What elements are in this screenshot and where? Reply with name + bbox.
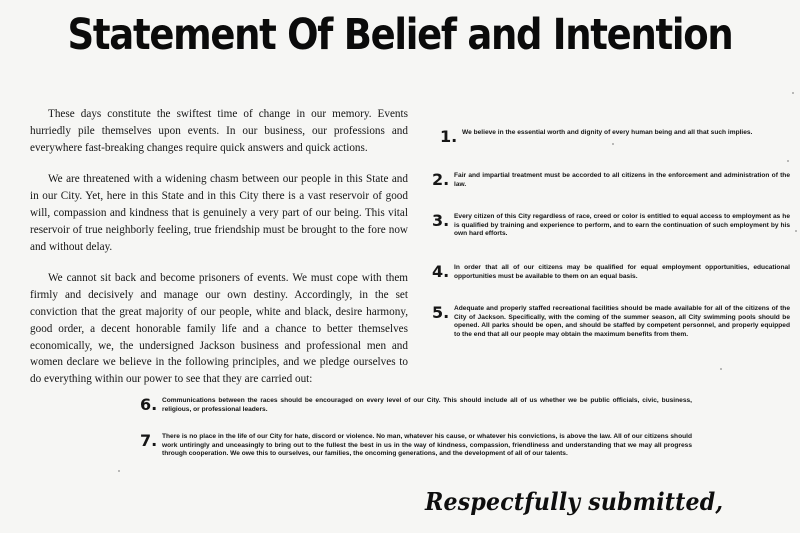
principle-text: Every citizen of this City regardless of race, creed or color is entitled to equal access to employment as he is qualified by training and experience to perform, and to earn the continuation of such employment by his own hard efforts.	[454, 213, 790, 238]
principle-text: We believe in the essential worth and dignity of every human being and all that such implies.	[462, 129, 753, 136]
principle-item	[432, 213, 790, 239]
principle-number: 5.	[432, 303, 450, 322]
principle-item	[440, 129, 790, 145]
print-speck	[795, 230, 797, 232]
signature-line: Respectfully submitted,	[425, 487, 724, 516]
principle-item	[432, 305, 790, 339]
principle-number: 6.	[140, 395, 158, 414]
principle-number: 3.	[432, 211, 450, 230]
intro-paragraph: We are threatened with a widening chasm between our people in this State and in our City. Yet, here in this State and in this City there is a vast reservoir of good will, compassion and kindness that is genuinely a very part of our being. This vital reservoir of true neighborly feeling, true friendship must be brought to the fore now and without delay.	[30, 173, 408, 253]
page-title: Statement Of Belief and Intention	[67, 10, 733, 60]
principle-number: 7.	[140, 431, 158, 450]
principle-item	[432, 172, 790, 189]
principle-item	[432, 264, 790, 281]
principle-item	[140, 397, 692, 414]
principle-number: 2.	[432, 170, 450, 189]
intro-paragraph: These days constitute the swiftest time of change in our memory. Events hurriedly pile themselves upon events. In our business, our professions and everywhere fast-breaking changes require quick answers and quick actions.	[30, 108, 408, 154]
principle-number: 4.	[432, 262, 450, 281]
intro-column	[30, 106, 408, 403]
principle-item	[140, 433, 692, 459]
principle-text: Adequate and properly staffed recreational facilities should be made available for all of the citizens of the City of Jackson. Specifically, with the coming of the summer season, all City swimming pools should be opened. All parks should be open, and should be staffed by competent personnel, and properly equipped to the end that all our people may obtain the maximum benefits from them.	[454, 305, 790, 338]
principle-number: 1.	[440, 127, 458, 146]
principle-text: Fair and impartial treatment must be accorded to all citizens in the enforcement and administration of the law.	[454, 172, 790, 188]
print-speck	[612, 143, 614, 145]
print-speck	[720, 368, 722, 370]
print-speck	[787, 160, 789, 162]
principle-text: In order that all of our citizens may be qualified for equal employment opportunities, educational opportunities must be available to them on an equal basis.	[454, 264, 790, 280]
principle-text: Communications between the races should be encouraged on every level of our City. This should include all of us whether we be public officials, civic, business, religious, or professional leaders.	[162, 397, 692, 413]
print-speck	[118, 470, 120, 472]
principle-text: There is no place in the life of our City for hate, discord or violence. No man, whatever his cause, or whatever his convictions, is above the law. All of our citizens should work untiringly and unceasingly to bring out to the fullest the best in us in the way of kindness, compassion, friendliness and understanding that we may all progress through cooperation. We owe this to ourselves, our families, the oncoming generations, and the development of all of our talents.	[162, 433, 692, 458]
intro-paragraph: We cannot sit back and become prisoners of events. We must cope with them firmly and decisively and manage our own destiny. Accordingly, in the set conviction that the great majority of our people, white and black, desire harmony, good order, a decent honorable family life and a chance to better themselves economically, we, the undersigned Jackson business and professional men and women declare we believe in the following principles, and we pledge ourselves to do everything within our power to see that they are carried out:	[30, 272, 408, 386]
print-speck	[792, 92, 794, 94]
